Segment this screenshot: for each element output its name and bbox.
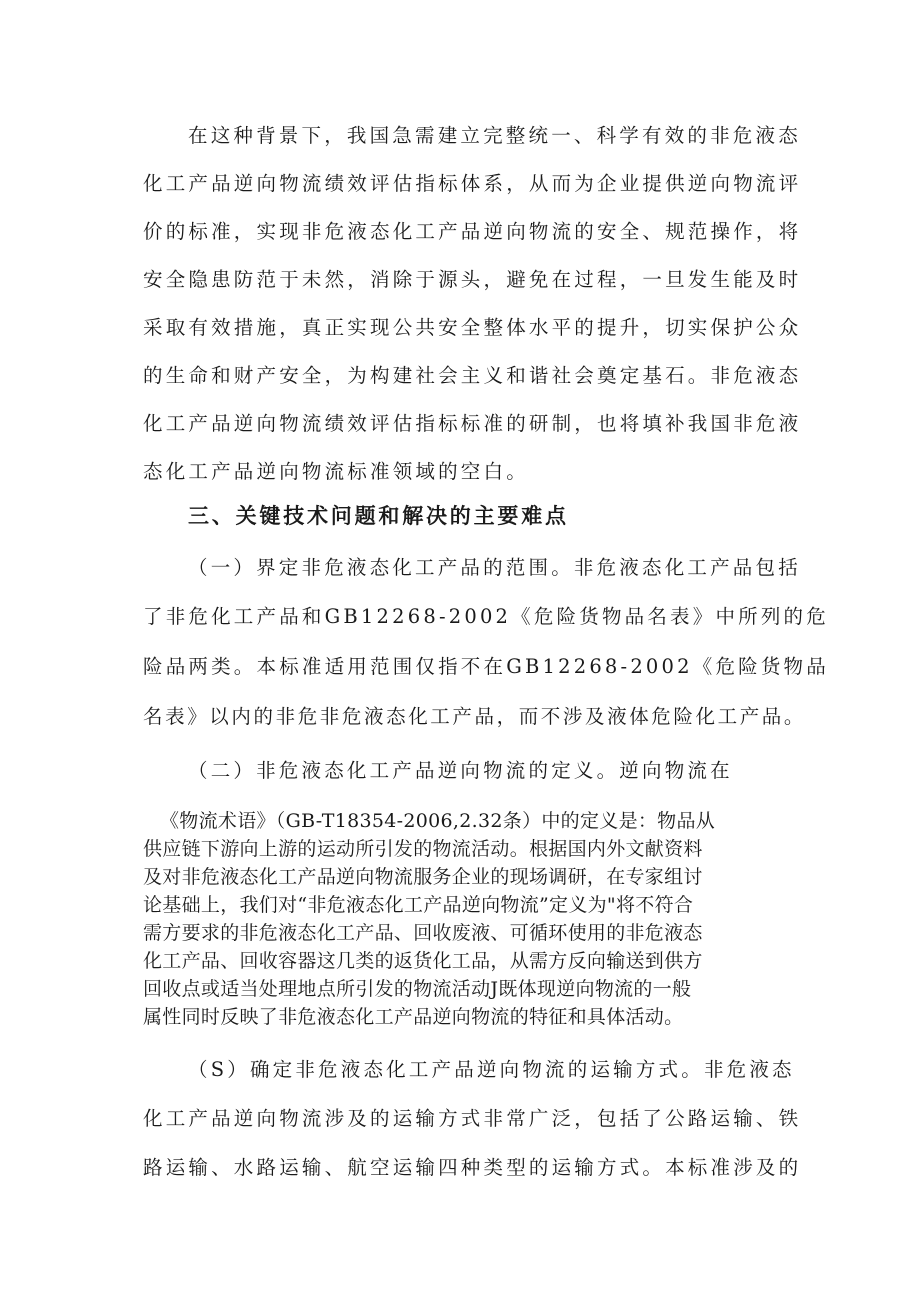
paragraph-line: 在这种背景下，我国急需建立完整统一、科学有效的非危液态 [188,124,801,147]
paragraph-line: 名表》以内的非危非危液态化工产品，而不涉及液体危险化工产品。 [143,705,807,728]
paragraph-line: （S）确定非危液态化工产品逆向物流的运输方式。非危液态 [188,1058,795,1081]
paragraph-line: 价的标准，实现非危液态化工产品逆向物流的安全、规范操作，将 [143,220,802,243]
paragraph-line: 需方要求的非危液态化工产品、回收废液、可循环使用的非危液态 [143,922,703,944]
paragraph-line: 化工产品逆向物流绩效评估指标体系，从而为企业提供逆向物流评 [143,172,802,195]
paragraph-line: 了非危化工产品和GB12268-2002《危险货物品名表》中所列的危 [143,605,829,628]
paragraph-line: 险品两类。本标准适用范围仅指不在GB12268-2002《危险货物品 [143,655,829,678]
paragraph-line: 回收点或适当处理地点所引发的物流活动J既体现逆向物流的一般 [143,978,692,1000]
paragraph-line: 安全隐患防范于未然，消除于源头，避免在过程，一旦发生能及时 [143,268,802,291]
paragraph-line: 《物流术语》（GB-T18354-2006,2.32条）中的定义是：物品从 [160,810,716,832]
paragraph-line: 化工产品逆向物流绩效评估指标标准的研制，也将填补我国非危液 [143,412,802,435]
paragraph-line: 化工产品、回收容器这几类的返货化工品，从需方反向输送到供方 [143,950,703,972]
paragraph-line: 论基础上，我们对“非危液态化工产品逆向物流”定义为"将不符合 [143,894,694,916]
paragraph-line: 态化工产品逆向物流标准领域的空白。 [143,460,529,483]
paragraph-line: 属性同时反映了非危液态化工产品逆向物流的特征和具体活动。 [143,1006,684,1028]
paragraph-line: 的生命和财产安全，为构建社会主义和谐社会奠定基石。非危液态 [143,364,802,387]
paragraph-line: （二）非危液态化工产品逆向物流的定义。逆向物流在 [188,759,733,782]
paragraph-line: 化工产品逆向物流涉及的运输方式非常广泛，包括了公路运输、铁 [143,1107,802,1130]
paragraph-line: 供应链下游向上游的运动所引发的物流活动。根据国内外文献资料 [143,838,703,860]
paragraph-line: 路运输、水路运输、航空运输四种类型的运输方式。本标准涉及的 [143,1156,802,1179]
paragraph-line: 及对非危液态化工产品逆向物流服务企业的现场调研，在专家组讨 [143,866,703,888]
paragraph-line: 采取有效措施，真正实现公共安全整体水平的提升，切实保护公众 [143,316,802,339]
section-heading: 三、关键技术问题和解决的主要难点 [188,504,569,528]
paragraph-line: （一）界定非危液态化工产品的范围。非危液态化工产品包括 [188,556,801,579]
